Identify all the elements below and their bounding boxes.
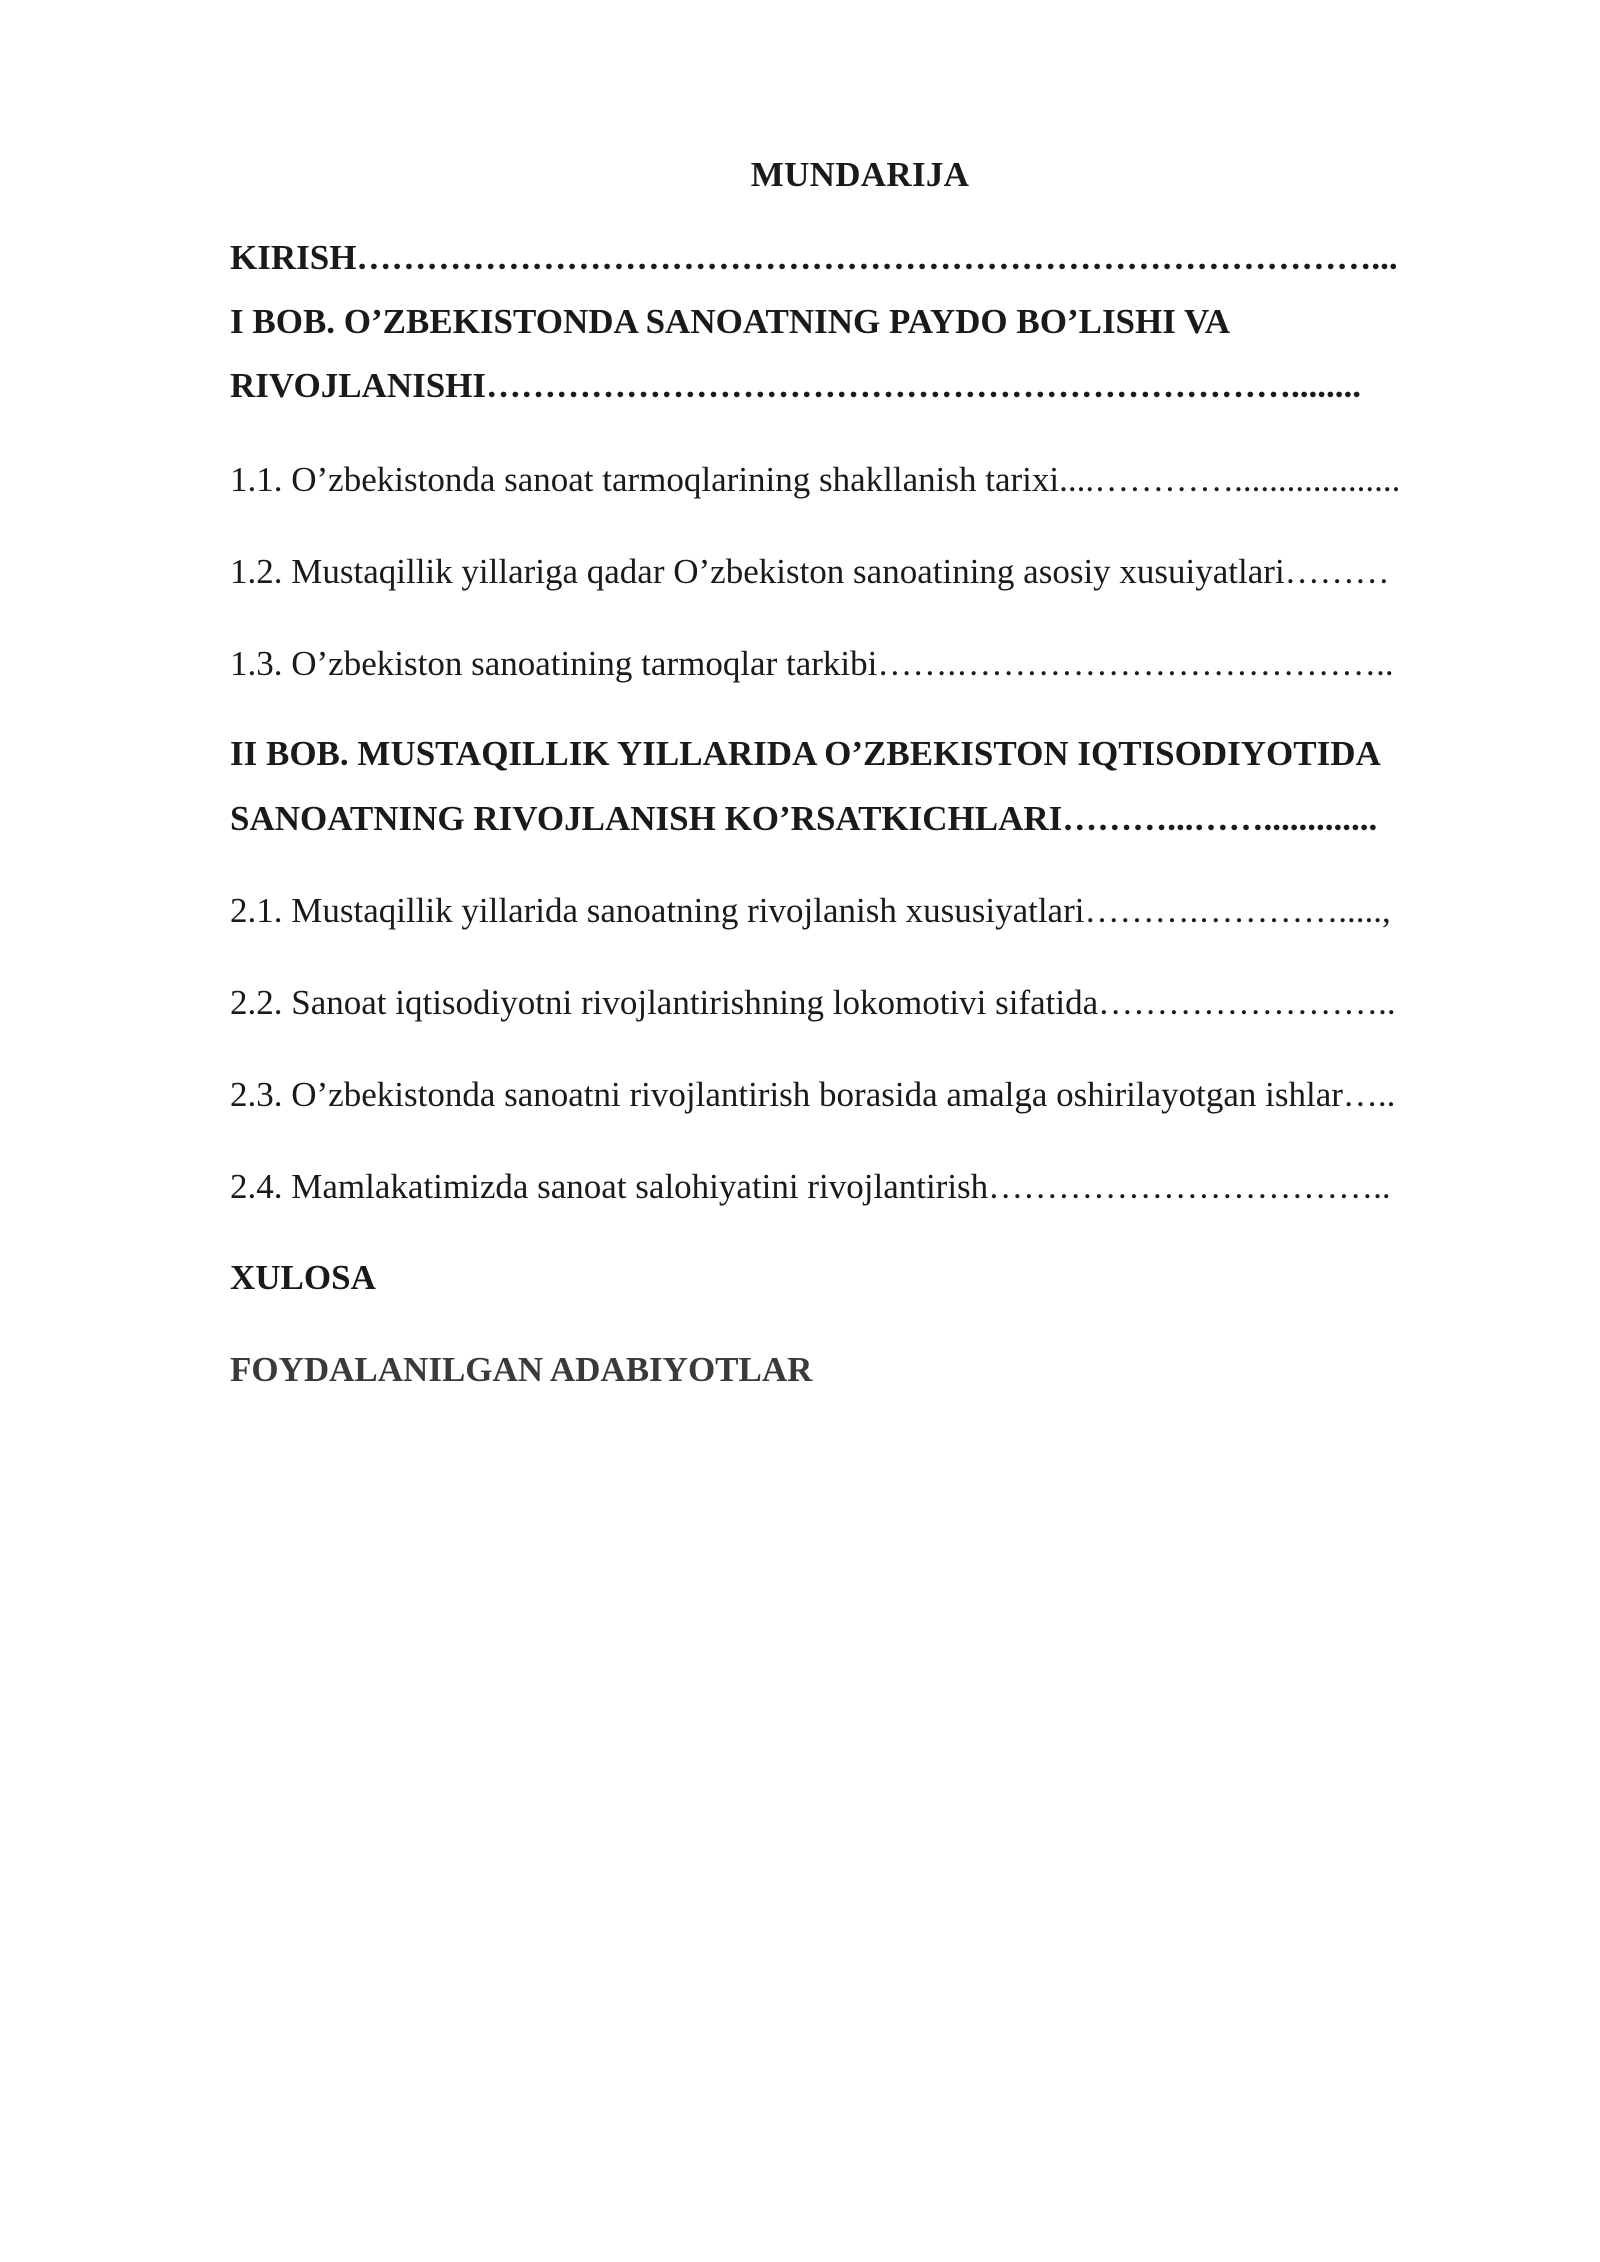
toc-entry-references: FOYDALANILGAN ADABIYOTLAR [230, 1350, 813, 1389]
toc-entry-2-1: 2.1. Mustaqillik yillarida sanoatning rivojlanish xususiyatlari……….…………....., [230, 891, 1391, 930]
toc-entry-1-1: 1.1. O’zbekistonda sanoat tarmoqlarining shakllanish tarixi....…………................... [230, 460, 1401, 499]
page-title: MUNDARIJA [750, 155, 970, 194]
toc-entry-1-2: 1.2. Mustaqillik yillariga qadar O’zbekiston sanoatining asosiy xusuiyatlari……… [230, 552, 1390, 591]
toc-entry-chapter-1-line2: RIVOJLANISHI……………………………………………………………........ [230, 366, 1362, 405]
toc-entry-chapter-2-line2: SANOATNING RIVOJLANISH KO’RSATKICHLARI………...……............. [230, 799, 1378, 838]
toc-entry-2-2: 2.2. Sanoat iqtisodiyotni rivojlantirishning lokomotivi sifatida…………………….. [230, 983, 1396, 1022]
toc-entry-1-3: 1.3. O’zbekiston sanoatining tarmoqlar tarkibi…….……………………………….. [230, 644, 1394, 683]
toc-entry-chapter-2-line1: II BOB. MUSTAQILLIK YILLARIDA O’ZBEKISTON IQTISODIYOTIDA [230, 734, 1381, 773]
toc-entry-chapter-1-line1: I BOB. O’ZBEKISTONDA SANOATNING PAYDO BO’LISHI VA [230, 302, 1231, 341]
toc-entry-chapter-2 [230, 729, 1520, 844]
toc-entry-xulosa: XULOSA [230, 1258, 376, 1297]
toc-entry-2-3: 2.3. O’zbekistonda sanoatni rivojlantirish borasida amalga oshirilayotgan ishlar….. [230, 1075, 1396, 1114]
toc-entry-2-4: 2.4. Mamlakatimizda sanoat salohiyatini rivojlantirish…………………………….. [230, 1167, 1391, 1206]
toc-entry-chapter-1 [230, 297, 1520, 411]
toc-entry-kirish: KIRISH……………………………………………………………………………... [230, 238, 1398, 277]
